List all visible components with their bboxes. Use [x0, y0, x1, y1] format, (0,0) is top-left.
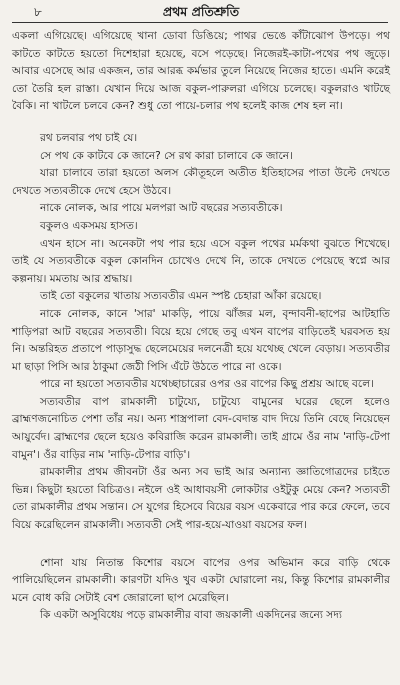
paragraph: নাকে নোলক, কানে 'সার' মাকড়ি, পায়ে ঝাঁজর মল, বৃন্দাবনী-ছাপের আটহাতি শাড়িপরা আট বছরের সত্যবতী। বিয়ে হয়ে গেছে তবু এখন বাপের বাড়িতেই ঘরবসত হয় নি। অন্তরিহত প্রতাপে পাড়াসুদ্ধ ছেলেমেয়ের দলনেত্রী হয়ে যথেচ্ছ খেলে বেড়ায়। সত্যবতীর মা ছাড়া পিসি আর ঠাকুমা জেঠী পিসি এঁটে উঠতে পারে না ওকে।: [12, 307, 390, 373]
paragraph: রামকালীর প্রথম জীবনটা ওঁর অন্য সব ভাই আর অন্যান্য জ্ঞাতিগোত্রদের চাইতে ভিন্ন। কিছুটা হয়তো বিচিত্রও। নইলে ওই আধাবয়সী লোকটার ওইটুকু মেয়ে কেন? সত্যবতী তো রামকালীর প্রথম সন্তান। সে যুগের হিসেবে বিয়ের বয়স একেবারে পার করে ফেলে, তবে বিয়ে করেছিলেন রামকালী। সত্যবতী সেই পার-হয়ে-যাওয়া বয়সের ফল।: [12, 466, 390, 532]
page-number: ৮: [34, 5, 42, 19]
paragraph: তাই তো বকুলের খাতায় সত্যবতীর এমন স্পষ্ট চেহারা আঁকা রয়েছে।: [40, 290, 322, 303]
paragraph: নাকে নোলক, আর পায়ে মলপরা আট বছরের সত্যবতীকে।: [40, 202, 283, 215]
paragraph: সে পথ কে কাটবে কে জানে? সে রথ কারা চালাবে কে জানে।: [40, 149, 293, 162]
paragraph: একলা এগিয়েছে। এগিয়েছে খানা ডোবা ডিঙিয়ে; পাথর ভেঙে কাঁটাঝোপ উপড়ে। পথ কাটতে কাটতে হয়তো দিশেহারা হয়েছে, বসে পড়েছে। নিজেরই-কাটা-পথের পথ জুড়ে। আবার এসেছে আর একজন, তার আরব্ধ কর্মভার তুলে নিয়েছে নিজের হাতে। এমনি করেই তো তৈরি হল রাস্তা। যেখান দিয়ে আজ বকুল-পারুলরা এগিয়ে চলেছে। বকুলরাও খাটছে বৈকি। না খাটলে চলবে কেন? শুধু তো পায়ে-চলার পথ হলেই কাজ শেষ হল না।: [12, 30, 390, 113]
paragraph: শোনা যায় নিতান্ত কিশোর বয়সে বাপের ওপর অভিমান করে বাড়ি থেকে পালিয়েছিলেন রামকালী। কারণটা যদিও খুব একটা ঘোরালো নয়, কিন্তু কিশোর রামকালীর মনে বোধ করি সেটাই বেশ জোরালো ছাপ মেরেছিল।: [12, 556, 390, 604]
paragraph: এখন হাসে না। অনেকটা পথ পার হয়ে এসে বকুল পথের মর্মকথা বুঝতে শিখেছে। তাই যে সত্যবতীকে বকুল কোনদিন চোখেও দেখে নি, তাকে দেখতে পেয়েছে স্বপ্নে আর কল্পনায়। মমতায় আর শ্রদ্ধায়।: [12, 237, 390, 285]
paragraph: বকুলও একসময় হাসত।: [40, 219, 138, 232]
paragraph: পারে না হয়তো সত্যবতীর যথেচ্ছাচারের ওপর ওর বাপের কিছু প্রশ্রয় আছে বলে।: [40, 378, 374, 391]
running-title: প্রথম প্রতিশ্রুতি: [162, 4, 240, 19]
page-header: [12, 0, 390, 22]
header-rule: [12, 22, 388, 23]
paragraph: রথ চলবার পথ চাই যে।: [40, 131, 138, 144]
paragraph-spacer: [12, 116, 390, 130]
paragraph: সত্যবতীর বাপ রামকালী চাটুয্যে, চাটুয্যে বামুনের ঘরের ছেলে হলেও ব্রাহ্মণজনোচিত পেশা তাঁর নয়। অন্য শাস্ত্রপালা বেদ-বেদান্ত বাদ দিয়ে তিনি বেছে নিয়েছেন আয়ুর্বেদ। ব্রাহ্মণের ছেলে হয়েও কবিরাজি করেন রামকালী। তাই গ্রামে ওঁর নাম 'নাড়ি-টেপা বামুন'। ওঁর বাড়ির নাম 'নাড়ি-টেপার বাড়ি'।: [12, 395, 390, 461]
paragraph: যারা চালাবে তারা হয়তো অলস কৌতূহলে অতীত ইতিহাসের পাতা উল্টে দেখতে দেখতে সত্যবতীকে দেখে হেসে উঠবে।: [12, 167, 390, 197]
page-body: [12, 28, 390, 625]
paragraph-spacer: [12, 535, 390, 555]
paragraph: কি একটা অসুবিধেয় পড়ে রামকালীর বাবা জয়কালী একদিনের জন্যে সদ্য: [40, 609, 342, 622]
